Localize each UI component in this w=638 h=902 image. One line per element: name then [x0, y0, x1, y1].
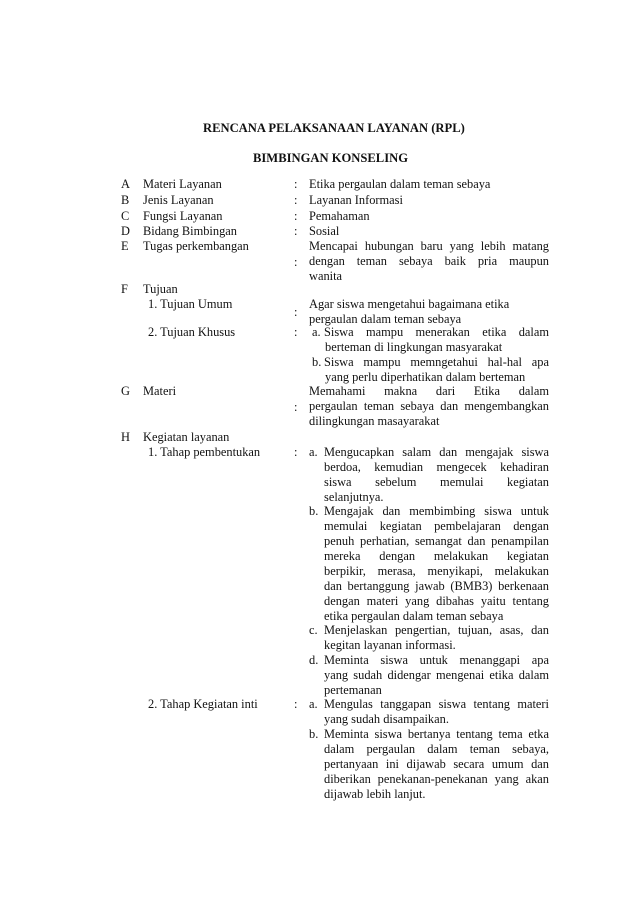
list-item-line: dalam pergaulan dalam teman sebaya,: [324, 742, 549, 756]
section-letter: G: [121, 384, 130, 398]
list-item-line: yang sudah disampaikan.: [324, 712, 449, 726]
list-item-line: selanjutnya.: [324, 490, 384, 504]
list-item-line: Mengulas tanggapan siswa tentang materi: [324, 697, 549, 711]
colon: :: [294, 325, 298, 339]
list-item-line: dan bertanggung jawab (BMB3) berkenaan: [324, 579, 549, 593]
list-item-line: memulai kegiatan pembelajaran dengan: [324, 519, 549, 533]
list-item-line: yang sudah didengar mengenai etika dalam: [324, 668, 549, 682]
value-line: Agar siswa mengetahui bagaimana etika: [309, 297, 510, 311]
colon: :: [294, 255, 298, 269]
section-label: Tugas perkembangan: [143, 239, 249, 253]
section-label: Kegiatan layanan: [143, 430, 230, 444]
list-marker: b.: [309, 504, 319, 518]
section-value: Pemahaman: [309, 209, 370, 223]
section-letter: H: [121, 430, 130, 444]
document-subtitle: BIMBINGAN KONSELING: [253, 151, 408, 165]
colon: :: [294, 697, 298, 711]
list-item-line: berpikir, merasa, menyikapi, melakukan: [324, 564, 549, 578]
colon: :: [294, 209, 298, 223]
section-letter: D: [121, 224, 130, 238]
list-item-line: Mengajak dan membimbing siswa untuk: [324, 504, 549, 518]
list-item-line: Meminta siswa bertanya tentang tema etka: [324, 727, 549, 741]
list-item-line: pertanyaan ini dijawab secara umum dan: [324, 757, 549, 771]
section-letter: F: [121, 282, 128, 296]
list-item-line: yang perlu diperhatikan dalam berteman: [325, 370, 526, 384]
list-item-line: pertemanan: [324, 683, 382, 697]
sub-label-tujuan-umum: 1. Tujuan Umum: [148, 297, 233, 311]
list-marker: a.: [309, 697, 318, 711]
colon: :: [294, 224, 298, 238]
section-value-line: dilingkungan masayarakat: [309, 414, 440, 428]
sub-label-tahap-pembentukan: 1. Tahap pembentukan: [148, 445, 261, 459]
section-value: Sosial: [309, 224, 340, 238]
list-item-line: kegitan layanan informasi.: [324, 638, 456, 652]
list-item-line: berteman di lingkungan masyarakat: [325, 340, 503, 354]
section-letter: B: [121, 193, 130, 207]
section-value-line: dengan teman sebaya baik pria maupun: [309, 254, 549, 268]
section-letter: E: [121, 239, 129, 253]
colon: :: [294, 400, 298, 414]
list-item-line: dijawab lebih lanjut.: [324, 787, 426, 801]
section-value-line: Memahami makna dari Etika dalam: [309, 384, 549, 398]
section-value-line: pergaulan teman sebaya dan mengembangkan: [309, 399, 549, 413]
list-marker: c.: [309, 623, 318, 637]
section-label: Fungsi Layanan: [143, 209, 223, 223]
list-item-line: mereka dengan melakukan kegiatan: [324, 549, 549, 563]
list-item-line: berdoa, kemudian mengecek kehadiran: [324, 460, 549, 474]
colon: :: [294, 445, 298, 459]
section-value-line: wanita: [309, 269, 343, 283]
list-item-line: Meminta siswa untuk menanggapi apa: [324, 653, 549, 667]
sub-label-tujuan-khusus: 2. Tujuan Khusus: [148, 325, 236, 339]
section-letter: A: [121, 177, 130, 191]
section-label: Jenis Layanan: [143, 193, 214, 207]
document-title: RENCANA PELAKSANAAN LAYANAN (RPL): [203, 121, 465, 135]
list-marker: b.: [309, 727, 319, 741]
value-line: pergaulan dalam teman sebaya: [309, 312, 462, 326]
section-value-line: Mencapai hubungan baru yang lebih matang: [309, 239, 549, 253]
colon: :: [294, 177, 298, 191]
section-label: Bidang Bimbingan: [143, 224, 237, 238]
colon: :: [294, 193, 298, 207]
list-marker: a.: [309, 445, 318, 459]
section-value: Etika pergaulan dalam teman sebaya: [309, 177, 491, 191]
section-label: Materi: [143, 384, 177, 398]
colon: :: [294, 305, 298, 319]
list-item-line: Siswa mampu menerakan etika dalam: [324, 325, 549, 339]
list-item-line: penuh perhatian, semangat dan penampilan: [324, 534, 549, 548]
section-label: Tujuan: [143, 282, 178, 296]
list-marker: b.: [312, 355, 322, 369]
section-label: Materi Layanan: [143, 177, 222, 191]
list-marker: d.: [309, 653, 319, 667]
list-item-line: etika pergaulan dalam teman sebaya: [324, 609, 504, 623]
list-item-line: dengan materi yang dibahas yaitu tentang: [324, 594, 549, 608]
list-item-line: Menjelaskan pengertian, tujuan, asas, dan: [324, 623, 549, 637]
list-item-line: diberikan penekanan-penekanan yang akan: [324, 772, 549, 786]
list-item-line: Mengucapkan salam dan mengajak siswa: [324, 445, 549, 459]
list-item-line: Siswa mampu memngetahui hal-hal apa: [324, 355, 549, 369]
sub-label-tahap-kegiatan-inti: 2. Tahap Kegiatan inti: [148, 697, 258, 711]
section-value: Layanan Informasi: [309, 193, 403, 207]
section-letter: C: [121, 209, 130, 223]
list-marker: a.: [312, 325, 321, 339]
list-item-line: siswa sebelum memulai kegiatan: [324, 475, 549, 489]
